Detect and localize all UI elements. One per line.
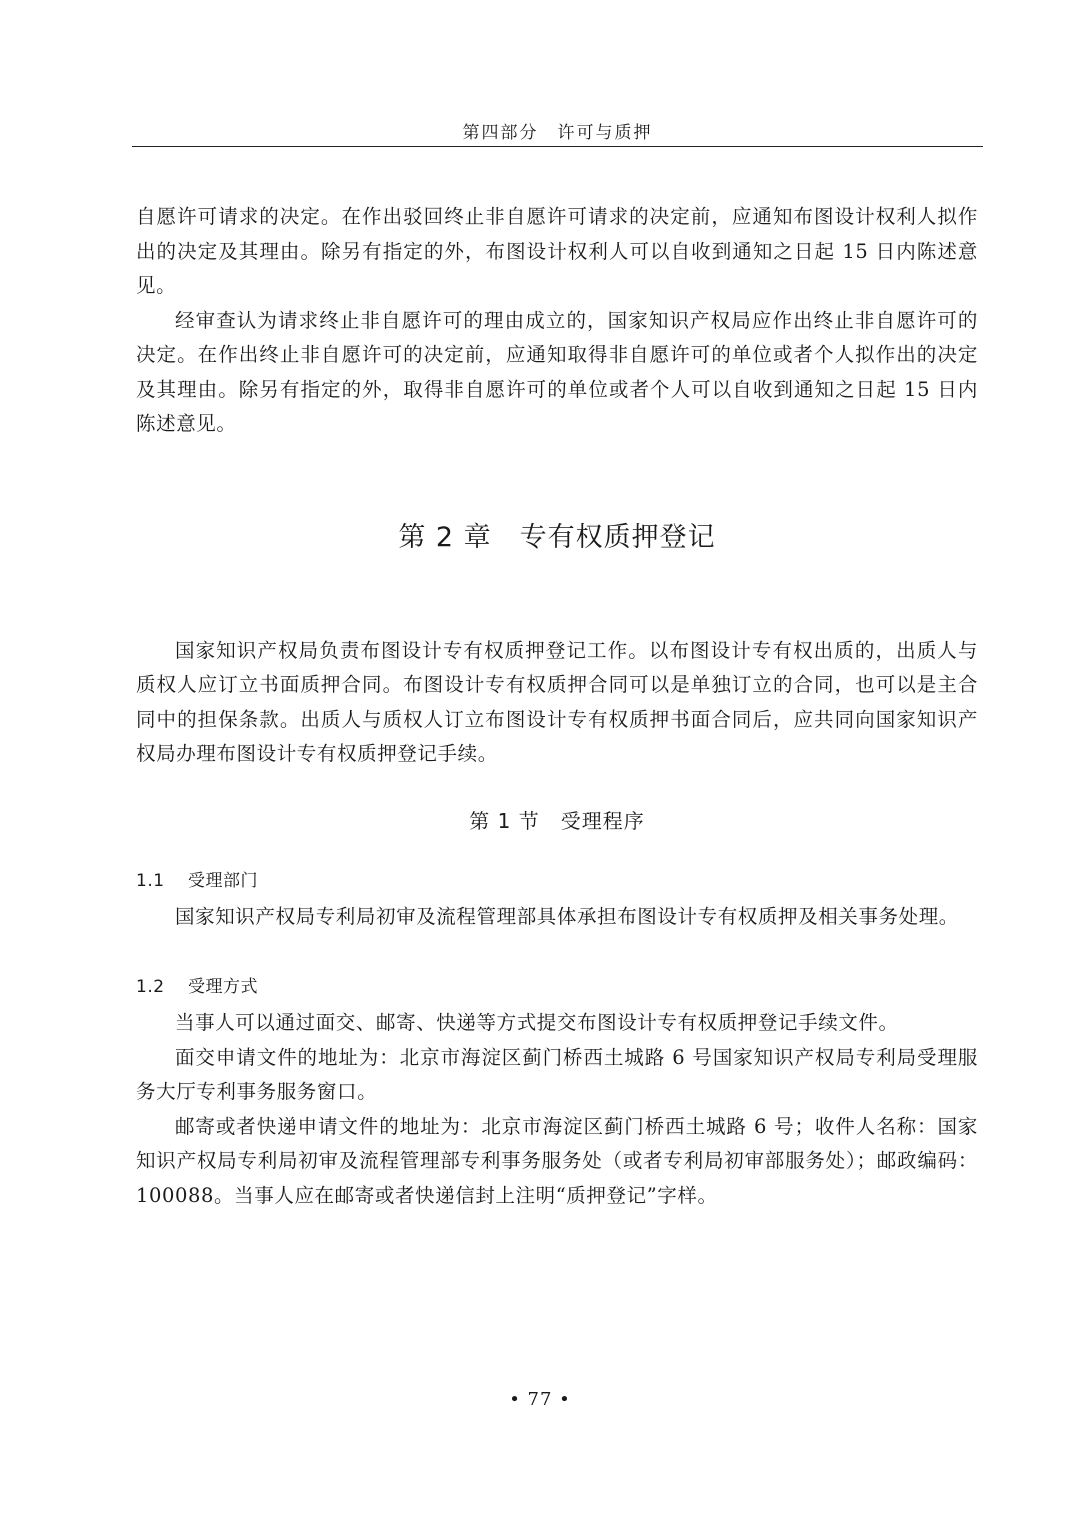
subsection-title: 受理部门 [188, 870, 258, 891]
running-header: 第四部分 许可与质押 [462, 123, 653, 143]
chapter-intro-paragraph: 国家知识产权局负责布图设计专有权质押登记工作。以布图设计专有权出质的，出质人与质权人应订立书面质押合同。布图设计专有权质押合同可以是单独订立的合同，也可以是主合同中的担保条款。出质人与质权人订立布图设计专有权质押书面合同后，应共同向国家知识产权局办理布图设计专有权质押登记手续。 [136, 638, 978, 765]
subsection-2-paragraph-2: 面交申请文件的地址为：北京市海淀区蓟门桥西土城路 6 号国家知识产权局专利局受理服务大厅专利事务服务窗口。 [136, 1045, 978, 1103]
intro-paragraph-1: 自愿许可请求的决定。在作出驳回终止非自愿许可请求的决定前，应通知布图设计权利人拟作出的决定及其理由。除另有指定的外，布图设计权利人可以自收到通知之日起 15 日内陈述意见。 [136, 205, 978, 297]
subsection-heading-1 [136, 866, 978, 896]
subsection-heading-2 [136, 972, 978, 1002]
intro-paragraph-2: 经审查认为请求终止非自愿许可的理由成立的，国家知识产权局应作出终止非自愿许可的决定。在作出终止非自愿许可的决定前，应通知取得非自愿许可的单位或者个人拟作出的决定及其理由。除另有指定的外，取得非自愿许可的单位或者个人可以自收到通知之日起 15 日内陈述意见。 [136, 308, 978, 435]
subsection-1-body: 国家知识产权局专利局初审及流程管理部具体承担布图设计专有权质押及相关事务处理。 [175, 904, 959, 928]
chapter-title: 第 2 章 专有权质押登记 [398, 521, 716, 553]
subsection-number: 1.2 [136, 977, 165, 997]
section-title: 第 1 节 受理程序 [469, 808, 645, 833]
header-divider [132, 146, 983, 147]
subsection-2-paragraph-1: 当事人可以通过面交、邮寄、快递等方式提交布图设计专有权质押登记手续文件。 [175, 1011, 899, 1034]
subsection-number: 1.1 [136, 870, 165, 891]
page-number: • 77 • [509, 1389, 571, 1410]
subsection-2-paragraph-3: 邮寄或者快递申请文件的地址为：北京市海淀区蓟门桥西土城路 6 号；收件人名称：国家知识产权局专利局初审及流程管理部专利事务服务处（或者专利局初审部服务处）；邮政编码：100088。当事人应在邮寄或者快递信封上注明“质押登记”字样。 [136, 1114, 978, 1207]
page-body [136, 200, 978, 1213]
subsection-title: 受理方式 [188, 977, 258, 997]
